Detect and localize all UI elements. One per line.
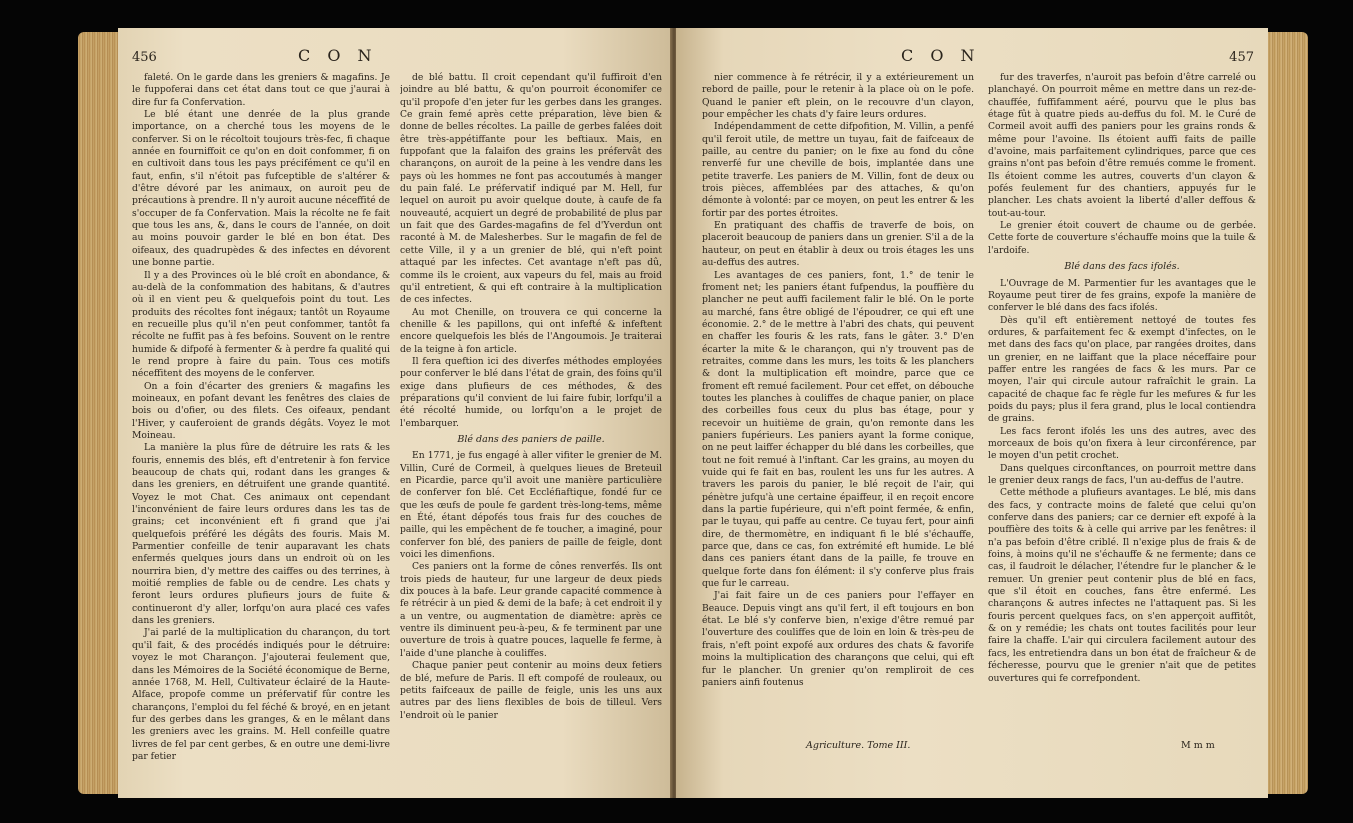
paragraph: J'ai fait faire un de ces paniers pour l'effayer en Beauce. Depuis vingt ans qu'il fert, il eft toujours en bon état. Le blé s'y conferve bien, n'exige d'être remué par l'ouverture des couliffes que de loin en loin & très-peu de frais, n'eft point expofé aux ordures des chats & favorife moins la multiplication des charançons que celui, qui eft fur le plancher. Un grenier qu'on rempliroit de ces paniers ainfi foutenus	[702, 590, 974, 688]
paragraph: Chaque panier peut contenir au moins deux fetiers de blé, mefure de Paris. Il eft compofé de rouleaux, ou petits faifceaux de paille de feigle, unis les uns aux autres par des liens flexibles de bois de tilleul. Vers l'endroit où le panier	[400, 660, 662, 721]
page-number: 457	[1229, 50, 1254, 65]
paragraph: Indépendamment de cette difpofition, M. Villin, a penfé qu'il feroit utile, de mettre un tuyau, fait de faifceaux de paille, au centre du panier; on le fixe au fond du cône renverfé fur une cheville de bois, implantée dans une petite traverfe. Les paniers de M. Villin, font de deux ou trois pièces, affemblées par des attaches, & qu'on démonte à volonté: par ce moyen, on peut les entrer & les fortir par des portes étroites.	[702, 121, 974, 219]
paragraph: Ces paniers ont la forme de cônes renverfés. Ils ont trois pieds de hauteur, fur une largeur de deux pieds dix pouces à la bafe. Leur grande capacité commence à fe rétrécir à un pied & demi de la bafe; à cet endroit il y a un ventre, ou augmentation de diamètre: après ce ventre ils diminuent peu-à-peu, & fe terminent par une ouverture de trois à quatre pouces, laquelle fe ferme, à l'aide d'une planche à couliffes.	[400, 561, 662, 659]
paragraph: Le grenier étoit couvert de chaume ou de gerbée. Cette forte de couverture s'échauffe moins que la tuile & l'ardoife.	[988, 220, 1256, 256]
left-page	[118, 28, 673, 798]
paragraph: Dès qu'il eft entièrement nettoyé de toutes fes ordures, & parfaitement fec & exempt d'infectes, on le met dans des facs qu'on place, par rangées droites, dans un grenier, en ne laiffant que la place néceffaire pour paffer entre les rangées de facs & les murs. Par ce moyen, l'air qui circule autour rafraîchit le grain. La capacité de chaque fac fe règle fur les mefures & fur les poids du pays; plus il fera grand, plus le local contiendra de grains.	[988, 314, 1256, 425]
paragraph: Les facs feront ifolés les uns des autres, avec des morceaux de bois qu'on fixera à leur circonférence, par le moyen d'un petit crochet.	[988, 425, 1256, 462]
open-book	[78, 22, 1308, 807]
section-heading: Blé dans des facs ifolés.	[1064, 261, 1180, 273]
paragraph: Au mot Chenille, on trouvera ce qui concerne la chenille & les papillons, qui ont infefté & infeftent encore quelquefois les blés de l'Angoumois. Je traiterai de la teigne à fon article.	[400, 306, 662, 355]
paragraph: La manière la plus fûre de détruire les rats & les fouris, ennemis des blés, eft d'entretenir à fon fervice beaucoup de chats qui, rodant dans les granges & dans les greniers, en détruifent une grande quantité. Voyez le mot Chat. Ces animaux ont cependant l'inconvénient de faire leurs ordures dans les tas de grains; cet inconvénient eft fi grand que j'ai quelquefois préféré les dégâts des fouris. Mais M. Parmentier confeille de tenir auparavant les chats enfermés quelques jours dans un endroit où on les nourrira bien, d'y mettre des caiffes ou des terrines, à moitié remplies de fable ou de cendre. Les chats y feront leurs ordures plufieurs jours de fuite & continueront d'y aller, lorfqu'on aura placé ces vafes dans les greniers.	[132, 442, 390, 627]
paragraph: fur des traverfes, n'auroit pas befoin d'être carrelé ou planchayé. On pourroit même en mettre dans un rez-de-chauffée, fuffifamment aéré, pourvu que le plus bas étage fût à quatre pieds au-deffus du fol. M. le Curé de Cormeil avoit auffi des paniers pour les grains ronds & même pour l'avoine. Ils étoient auffi faits de paille d'avoine, mais parfaitement cylindriques, parce que ces grains n'ont pas befoin d'être remués comme le froment. Ils étoient comme les autres, couverts d'un clayon & pofés feulement fur des chantiers, appuyés fur le plancher. Les chats avoient la liberté d'aller deffous & tout-au-tour.	[988, 72, 1256, 219]
signature-mark: M m m	[1181, 740, 1215, 751]
right-page	[676, 28, 1268, 798]
text-column-2	[400, 72, 662, 792]
running-head: C O N	[298, 46, 378, 65]
paragraph: Il y a des Provinces où le blé croît en abondance, & au-delà de la confommation des habitans, & d'autres où il en vient peu & quelquefois point du tout. Les produits des récoltes font inégaux; tantôt un Royaume en recueille plus qu'il n'en peut confommer, tantôt fa récolte ne fuffit pas à fes befoins. Souvent on le rentre humide & difpofé à fermenter & à perdre fa qualité qui le rend propre à faire du pain. Tous ces motifs néceffitent des moyens de le conferver.	[132, 269, 390, 380]
paragraph: Cette méthode a plufieurs avantages. Le blé, mis dans des facs, y contracte moins de faleté que celui qu'on conferve dans des paniers; car ce dernier eft expofé à la pouffière des toits & à celle qui arrive par les fenêtres: il n'a pas befoin d'être criblé. Il n'exige plus de frais & de foins, à moins qu'il ne s'échauffe & ne fermente; dans ce cas, il faudroit le délacher, l'étendre fur le plancher & le remuer. Un grenier peut contenir plus de blé en facs, que s'il étoit en couches, fans être enfermé. Les charançons & autres infectes ne l'attaquent pas. Si les fouris percent quelques facs, on s'en apperçoit auffitôt, & on y remédie; les chats ont toutes facilités pour leur faire la chaffe. L'air qui circulera facilement autour des facs, les entretiendra dans un bon état de fraîcheur & de fécheresse, pourvu que le grenier n'ait que de petites ouvertures qui fe correfpondent.	[988, 487, 1256, 684]
paragraph: En pratiquant des chaffis de traverfe de bois, on placeroit beaucoup de paniers dans un grenier. S'il a de la hauteur, on peut en établir à deux ou trois étages les uns au-deffus des autres.	[702, 220, 974, 269]
section-heading: Blé dans des paniers de paille.	[457, 433, 605, 445]
text-column-2	[988, 72, 1256, 777]
paragraph: L'Ouvrage de M. Parmentier fur les avantages que le Royaume peut tirer de fes grains, expofe la manière de conferver le blé dans des facs ifolés.	[988, 277, 1256, 314]
page-edges-right	[1268, 32, 1308, 794]
paragraph: faleté. On le garde dans les greniers & magafins. Je le fuppoferai dans cet état dans tout ce que j'aurai à dire fur fa Confervation.	[132, 72, 390, 108]
paragraph: En 1771, je fus engagé à aller vifiter le grenier de M. Villin, Curé de Cormeil, à quelques lieues de Breteuil en Picardie, parce qu'il avoit une manière particulière de conferver fon blé. Cet Eccléfiaftique, fondé fur ce que les œufs de poule fe gardent très-long-tems, même en Été, étant dépofés tous frais fur des couches de paille, qui les empêchent de fe toucher, a imaginé, pour conferver fon blé, des paniers de paille de feigle, dont voici les dimenfions.	[400, 450, 662, 561]
paragraph: J'ai parlé de la multiplication du charançon, du tort qu'il fait, & des procédés indiqués pour le détruire: voyez le mot Charançon. J'ajouterai feulement que, dans les Mémoires de la Société économique de Berne, année 1768, M. Hell, Cultivateur éclairé de la Haute-Alface, propofe comme un préfervatif fûr contre les charançons, l'emploi du fel féché & broyé, en en jetant fur des gerbes dans les granges, & en le mêlant dans les greniers avec les grains. M. Hell confeille quatre livres de fel par cent gerbes, & en outre une demi-livre par fetier	[132, 627, 390, 762]
paragraph: On a foin d'écarter des greniers & magafins les moineaux, en pofant devant les fenêtres des claies de bois ou d'ofier, ou des filets. Ces oifeaux, pendant l'Hiver, y cauferoient de grands dégâts. Voyez le mot Moineau.	[132, 380, 390, 441]
paragraph: de blé battu. Il croit cependant qu'il fuffiroit d'en joindre au blé battu, & qu'on pourroit économifer ce qu'il propofe d'en jeter fur les gerbes dans les granges. Ce grain femé après cette préparation, lève bien & donne de belles récoltes. La paille de gerbes falées doit être très-appétiffante pour les beftiaux. Mais, en fuppofant que la falaifon des grains les préfervât des charançons, on auroit de la peine à les vendre dans les pays où les hommes ne font pas accoutumés à manger du pain falé. Le préfervatif indiqué par M. Hell, fur lequel on auroit pu avoir quelque doute, à caufe de fa nouveauté, acquiert un degré de probabilité de plus par un fait que des Gardes-magafins de fel d'Yverdun ont raconté à M. de Malesherbes. Sur le magafin de fel de cette Ville, il y a un grenier de blé, qui n'eft point attaqué par les infectes. Cet avantage n'eft pas dû, comme ils le croient, aux vapeurs du fel, mais au froid qu'il entretient, & qui eft contraire à la multiplication de ces infectes.	[400, 72, 662, 306]
paragraph: Il fera queftion ici des diverfes méthodes employées pour conferver le blé dans l'état de grain, des foins qu'il exige dans plufieurs de ces méthodes, & des préparations qu'il convient de lui faire fubir, lorfqu'il a été récolté humide, ou lorfqu'on a le projet de l'embarquer.	[400, 355, 662, 429]
footer-title: Agriculture. Tome III.	[806, 740, 911, 751]
running-head: C O N	[901, 46, 981, 65]
paragraph: Dans quelques circonftances, on pourroit mettre dans le grenier deux rangs de facs, l'un au-deffus de l'autre.	[988, 462, 1256, 486]
paragraph: Les avantages de ces paniers, font, 1.° de tenir le froment net; les paniers étant fufpendus, la pouffière du plancher ne peut auffi facilement falir le blé. On le porte au marché, fans être obligé de l'époudrer, ce qui eft une économie. 2.° de le mettre à l'abri des chats, qui peuvent en chaffer les fouris & les rats, fans le gâter. 3.° D'en écarter la mite & le charançon, qui n'y trouvent pas de retraites, comme dans les murs, les toits & les planchers & dont la multiplication eft moindre, parce que ce froment eft remué facilement. Pour cet effet, on débouche toutes les planches à couliffes de chaque panier, on place des corbeilles fous ceux du plus bas étage, pour y recevoir un huitième de grain, qu'on remonte dans les paniers fupérieurs. Les paniers ayant la forme conique, on ne peut laiffer échapper du blé dans les corbeilles, que tout ne foit remué à l'inftant. Car les grains, au moyen du vuide qui fe fait en bas, roulent les uns fur les autres. A travers les parois du panier, le blé reçoit de l'air, qui pénètre jufqu'à une certaine épaiffeur, il en reçoit encore dans la partie fupérieure, qui n'eft point fermée, & enfin, par le tuyau, qui paffe au centre. Ce tuyau fert, pour ainfi dire, de thermomètre, en indiquant fi le blé s'échauffe, parce que, dans ce cas, fon extrémité eft humide. Le blé dans ces paniers étant dans de la paille, fe trouve en quelque forte dans fon élément: il s'y conferve plus frais que fur le carreau.	[702, 269, 974, 590]
text-column-1	[132, 72, 390, 792]
page-number: 456	[132, 50, 157, 65]
text-column-1	[702, 72, 974, 734]
paragraph: Le blé étant une denrée de la plus grande importance, on a cherché tous les moyens de le conferver. Si on le récoltoit toujours très-fec, fi chaque année en fourniffoit ce qu'on en doit confommer, fi on en cultivoit dans tous les pays précifément ce qu'il en faut, enfin, s'il n'étoit pas fufceptible de s'altérer & d'être dévoré par les animaux, on auroit peu de précautions à prendre. Il n'y auroit aucune néceffité de s'occuper de fa Confervation. Mais la récolte ne fe fait que tous les ans, &, dans le cours de l'année, on doit au moins pouvoir garder le blé en bon état. Des oifeaux, des quadrupèdes & des infectes en dévorent une bonne partie.	[132, 109, 390, 269]
page-edges-left	[78, 32, 122, 794]
paragraph: nier commence à fe rétrécir, il y a extérieurement un rebord de paille, pour le retenir à la place où on le pofe. Quand le panier eft plein, on le recouvre d'un clayon, pour empêcher les chats d'y faire leurs ordures.	[702, 72, 974, 121]
